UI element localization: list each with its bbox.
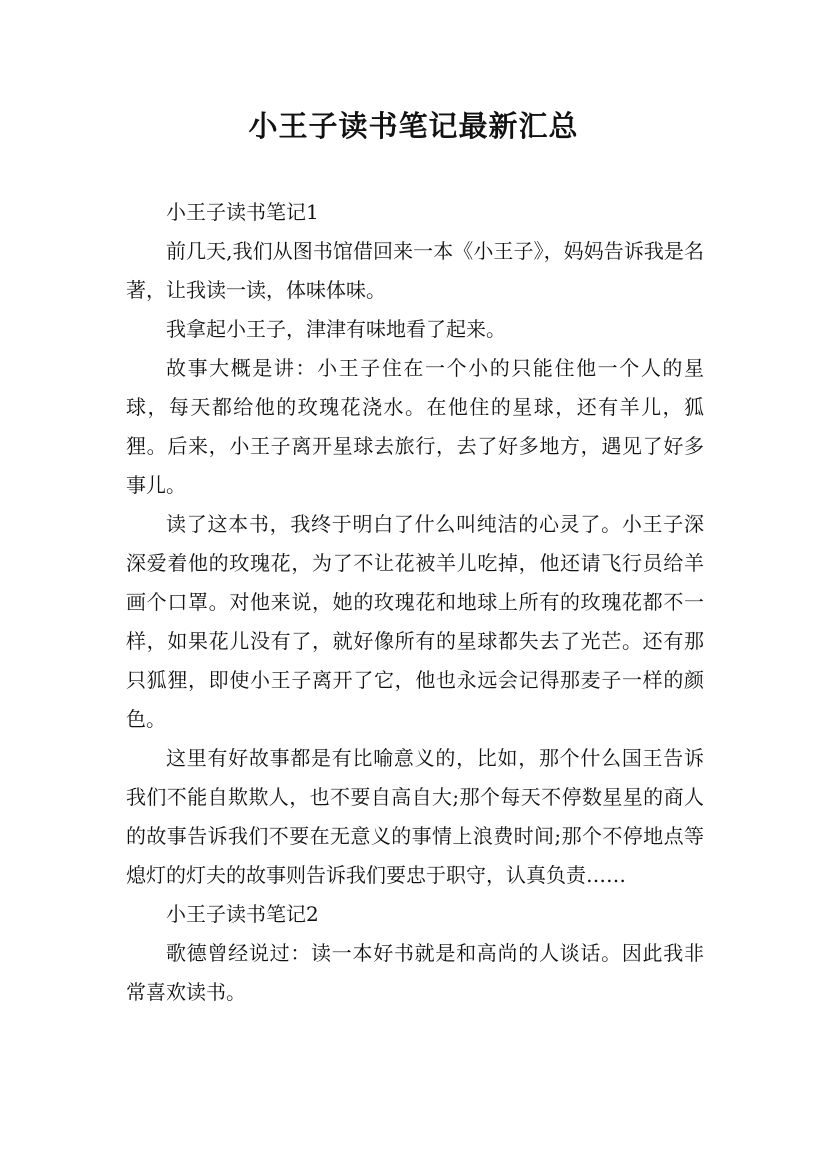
paragraph: 故事大概是讲：小王子住在一个小的只能住他一个人的星球，每天都给他的玫瑰花浇水。在他住的星球，还有羊儿，狐狸。后来，小王子离开星球去旅行，去了好多地方，遇见了好多事儿。: [126, 356, 704, 497]
section-heading: 小王子读书笔记2: [166, 902, 319, 926]
paragraph: 歌德曾经说过：读一本好书就是和高尚的人谈话。因此我非常喜欢读书。: [126, 941, 704, 1004]
paragraph: 这里有好故事都是有比喻意义的，比如，那个什么国王告诉我们不能自欺欺人，也不要自高自大;那个每天不停数星星的商人的故事告诉我们不要在无意义的事情上浪费时间;那个不停地点等熄灯的灯夫的故事则告诉我们要忠于职守，认真负责……: [126, 746, 704, 887]
paragraph: 前几天,我们从图书馆借回来一本《小王子》，妈妈告诉我是名著，让我读一读，体味体味。: [126, 239, 704, 302]
document-body: [126, 193, 704, 1012]
section-heading: 小王子读书笔记1: [166, 200, 319, 224]
paragraph: 我拿起小王子，津津有味地看了起来。: [166, 317, 506, 341]
paragraph: 读了这本书，我终于明白了什么叫纯洁的心灵了。小王子深深爱着他的玫瑰花，为了不让花被羊儿吃掉，他还请飞行员给羊画个口罩。对他来说，她的玫瑰花和地球上所有的玫瑰花都不一样，如果花儿没有了，就好像所有的星球都失去了光芒。还有那只狐狸，即使小王子离开了它，他也永远会记得那麦子一样的颜色。: [126, 512, 704, 731]
document-title: 小王子读书笔记最新汇总: [248, 109, 579, 143]
